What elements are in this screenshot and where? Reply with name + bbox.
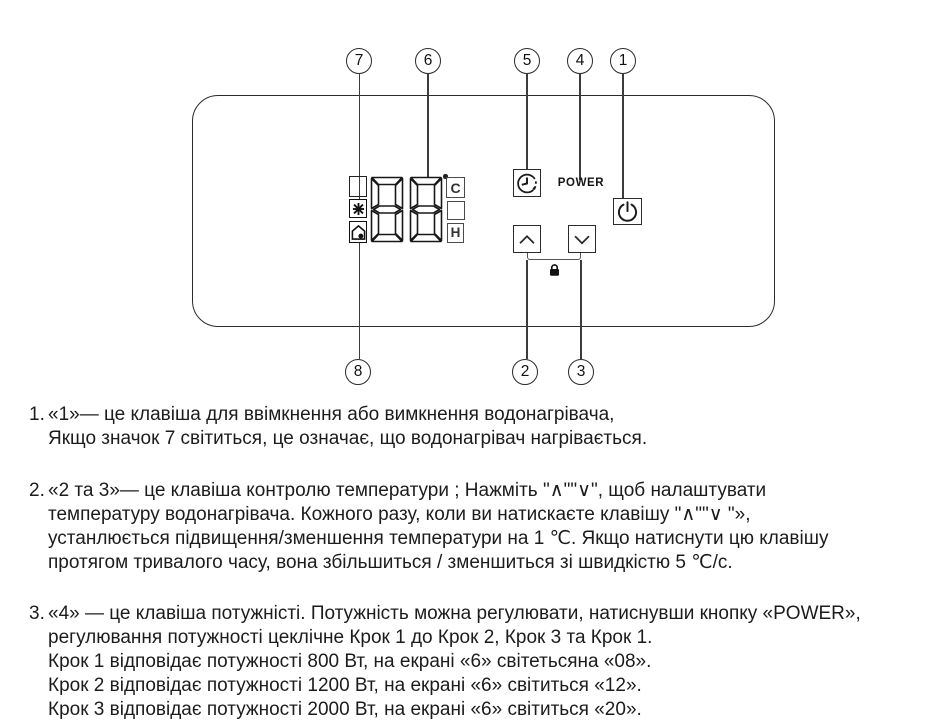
- heating-indicator: [349, 199, 367, 218]
- clock-icon: [514, 170, 540, 197]
- callout-1-label: 1: [618, 52, 628, 69]
- callout-8: [345, 359, 371, 385]
- seven-segment-digit-tens: [370, 176, 404, 243]
- instruction-line: Крок 1 відповідає потужності 800 Вт, на екрані «6» світетьсяна «08».: [48, 651, 652, 672]
- seven-segment-digit-ones: [409, 176, 443, 243]
- temp-down-button: [568, 225, 596, 253]
- instruction-item: [29, 403, 647, 451]
- instruction-line: Крок 3 відповідає потужності 2000 Вт, на екрані «6» світиться «20».: [48, 699, 642, 720]
- hour-letter: H: [450, 225, 461, 241]
- leader-line-6: [427, 74, 429, 177]
- instruction-number: 1.: [29, 404, 45, 425]
- leader-line-2: [526, 260, 528, 359]
- callout-6-label: 6: [423, 52, 433, 69]
- instruction-lines: [48, 602, 861, 722]
- power-key-label: POWER: [557, 177, 605, 189]
- power-button: [613, 198, 642, 225]
- hour-indicator: [447, 223, 464, 243]
- power-icon: [614, 199, 641, 225]
- empty-indicator-box: [349, 176, 367, 197]
- temp-up-button: [513, 225, 541, 253]
- home-indicator: [349, 221, 367, 243]
- callout-3: [568, 359, 594, 385]
- instruction-number: 2.: [29, 480, 45, 501]
- lock-hint: [548, 263, 561, 277]
- buttons-combo-bracket: [527, 253, 581, 260]
- callout-7-label: 7: [354, 52, 364, 69]
- callout-1: [610, 48, 636, 74]
- callout-7: [346, 48, 372, 74]
- callout-8-label: 8: [353, 363, 363, 380]
- instruction-number: 3.: [29, 603, 45, 624]
- instruction-line: «2 та 3»— це клавіша контролю температури ; Нажміть "∧""∨", щоб налаштувати: [48, 480, 767, 501]
- timer-button: [513, 169, 541, 197]
- instruction-line: устанлюється підвищення/зменшення температури на 1 ℃. Якщо натиснути цю клавішу: [48, 528, 829, 549]
- callout-2: [512, 359, 538, 385]
- leader-line-4: [579, 74, 581, 180]
- instruction-item: [29, 602, 861, 722]
- instruction-line: температуру водонагрівача. Кожного разу, коли ви натискаєте клавішу "∧""∨ "»,: [48, 504, 751, 525]
- leader-line-5: [526, 74, 528, 169]
- callout-4-label: 4: [575, 52, 585, 69]
- callout-4: [567, 48, 593, 74]
- instruction-line: «4» — це клавіша потужністі. Потужність можна регулювати, натиснувши кнопку «POWER»,: [48, 603, 861, 624]
- instruction-item: [29, 479, 829, 575]
- chevron-down-icon: [569, 226, 595, 253]
- instruction-line: Якщо значок 7 світиться, це означає, що водонагрівач нагрівається.: [48, 428, 648, 449]
- instruction-line: Крок 2 відповідає потужності 1200 Вт, на екрані «6» світиться «12».: [48, 675, 642, 696]
- leader-line-8: [359, 243, 361, 359]
- padlock-icon: [548, 263, 561, 277]
- instruction-lines: [48, 403, 647, 451]
- callout-2-label: 2: [520, 363, 530, 380]
- callout-3-label: 3: [576, 363, 586, 380]
- house-icon: [351, 224, 366, 241]
- celsius-indicator: [446, 177, 465, 198]
- callout-5: [514, 48, 540, 74]
- control-panel-outline: [192, 95, 775, 327]
- snowflake-icon: [352, 202, 365, 216]
- leader-line-1: [622, 74, 624, 198]
- empty-unit-box: [447, 201, 465, 220]
- callout-5-label: 5: [522, 52, 532, 69]
- instruction-line: регулювання потужності цеклічне Крок 1 до Крок 2, Крок 3 та Крок 1.: [48, 627, 653, 648]
- instruction-lines: [48, 479, 829, 575]
- instruction-line: протягом тривалого часу, вона збільшиться / зменшиться зі швидкістю 5 ℃/с.: [48, 552, 733, 573]
- callout-6: [415, 48, 441, 74]
- celsius-letter: C: [450, 179, 461, 196]
- instruction-line: «1»— це клавіша для ввімкнення або вимкнення водонагрівача,: [48, 404, 615, 425]
- chevron-up-icon: [514, 226, 540, 253]
- leader-line-3: [580, 260, 582, 359]
